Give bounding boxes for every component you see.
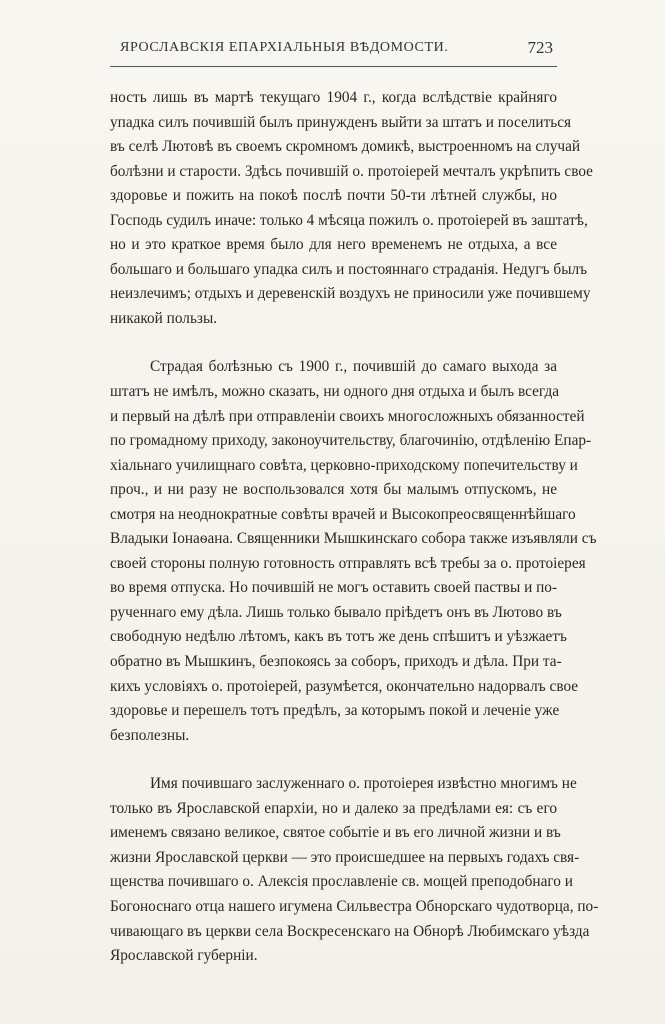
text-line: жизни Ярославской церкви — это происшедшее на первыхъ годахъ свя- bbox=[110, 848, 580, 866]
text-line: никакой пользы. bbox=[110, 309, 218, 327]
text-line: здоровье и пожить на покоѣ послѣ почти 50-ти лѣтней службы, но bbox=[110, 187, 557, 205]
text-line: Страдая болѣзнью съ 1900 г., почившій до самаго выхода за bbox=[150, 358, 557, 376]
text-line: смотря на неоднократные совѣты врачей и Высокопреосвященнѣйшаго bbox=[110, 505, 576, 523]
text-line: кихъ условіяхъ о. протоіерей, разумѣется, окончательно надорвалъ свое bbox=[110, 677, 579, 695]
text-line: упадка силъ почившій былъ принужденъ выйти за штатъ и поселиться bbox=[110, 113, 572, 131]
text-line: въ селѣ Лютовѣ въ своемъ скромномъ домикѣ, выстроенномъ на случай bbox=[110, 138, 581, 156]
text-line: безполезны. bbox=[110, 726, 190, 744]
paragraph bbox=[110, 86, 593, 331]
text-line: Имя почившаго заслуженнаго о. протоіерея извѣстно многимъ не bbox=[150, 775, 577, 793]
text-line: Владыки Іонаѳана. Священники Мышкинскаго собора также изъявляли съ bbox=[110, 530, 597, 548]
text-line: обратно въ Мышкинъ, безпокоясь за соборъ, приходъ и дѣла. При та- bbox=[110, 653, 562, 671]
paragraph-gap bbox=[110, 748, 557, 772]
text-line: проч., и ни разу не воспользовался хотя бы малымъ отпускомъ, не bbox=[110, 481, 557, 499]
text-line: болѣзни и старости. Здѣсь почившій о. протоіерей мечталъ укрѣпить свое bbox=[110, 162, 593, 180]
paragraph-gap bbox=[110, 331, 557, 355]
page-number: 723 bbox=[527, 38, 553, 57]
text-line: ность лишь въ мартѣ текущаго 1904 г., когда вслѣдствіе крайняго bbox=[110, 89, 557, 106]
text-line: щенства почившаго о. Алексія прославленіе св. мощей преподобнаго и bbox=[110, 873, 573, 891]
text-line: рученнаго ему дѣла. Лишь только бывало пріѣдетъ онъ въ Лютово въ bbox=[110, 603, 562, 621]
paragraph bbox=[110, 772, 599, 968]
text-line: только въ Ярославской епархіи, но и далеко за предѣлами ея: съ его bbox=[110, 799, 557, 817]
page-header bbox=[110, 36, 553, 62]
running-title: ЯРОСЛАВСКІЯ ЕПАРХІАЛЬНЫЯ ВѢДОМОСТИ. bbox=[120, 40, 449, 55]
text-line: чивающаго въ церкви села Воскресенскаго на Обнорѣ Любимскаго уѣзда bbox=[110, 922, 590, 940]
text-line: Господь судилъ иначе: только 4 мѣсяца пожилъ о. протоіерей въ заштатѣ, bbox=[110, 211, 588, 229]
text-line: именемъ связано великое, святое событіе и въ его личной жизни и въ bbox=[110, 824, 561, 842]
text-line: штатъ не имѣлъ, можно сказать, ни одного дня отдыха и былъ всегда bbox=[110, 383, 560, 401]
text-line: хіальнаго училищнаго совѣта, церковно-приходскому попечительству и bbox=[110, 456, 578, 474]
text-line: неизлечимъ; отдыхъ и деревенскій воздухъ не приносили уже почившему bbox=[110, 285, 591, 303]
text-line: по громадному приходу, законоучительству, благочинію, отдѣленію Епар- bbox=[110, 432, 592, 450]
header-rule bbox=[110, 66, 557, 67]
text-line: Ярославской губерніи. bbox=[110, 947, 258, 965]
text-line: и первый на дѣлѣ при отправленіи своихъ многосложныхъ обязанностей bbox=[110, 407, 585, 425]
body-text bbox=[110, 86, 599, 969]
paragraph bbox=[110, 355, 597, 748]
text-line: свободную недѣлю лѣтомъ, какъ въ тотъ же день спѣшитъ и уѣзжаетъ bbox=[110, 628, 567, 646]
text-line: но и это краткое время было для него временемъ не отдыха, а все bbox=[110, 236, 557, 254]
text-line: здоровье и перешелъ тотъ предѣлъ, за которымъ покой и леченіе уже bbox=[110, 702, 560, 720]
text-line: большаго и большаго упадка силъ и постояннаго страданія. Недугъ былъ bbox=[110, 260, 588, 278]
text-line: во время отпуска. Но почившій не могъ оставить своей паствы и по- bbox=[110, 579, 558, 597]
text-line: своей стороны полную готовность отправлять всѣ требы за о. протоіерея bbox=[110, 554, 586, 572]
text-line: Богоноснаго отца нашего игумена Сильвестра Обнорскаго чудотворца, по- bbox=[110, 897, 599, 915]
